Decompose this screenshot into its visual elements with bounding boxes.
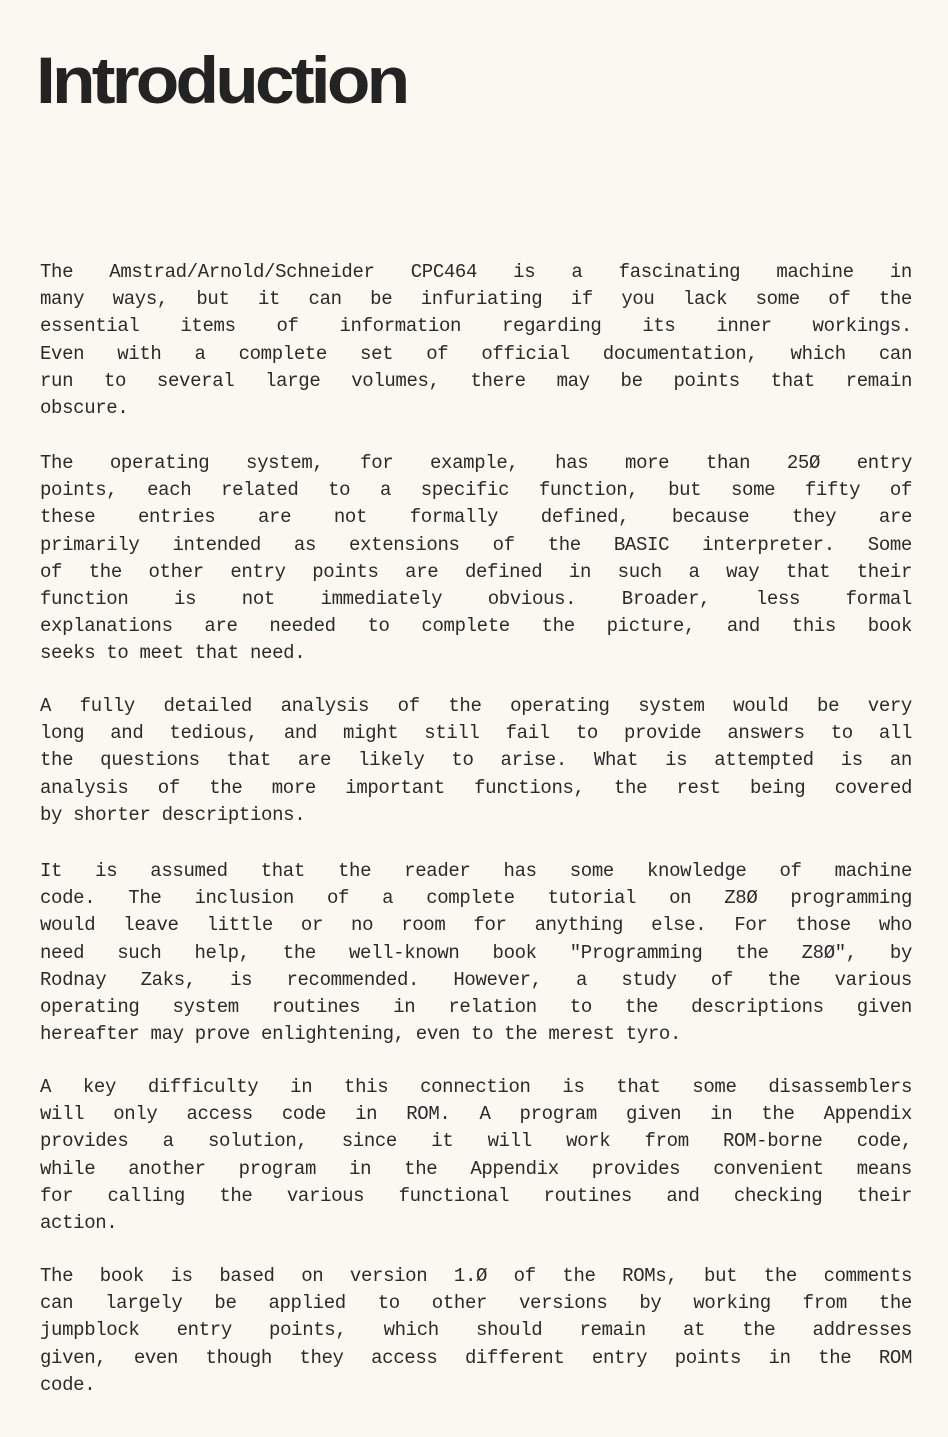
text-line: provides a solution, since it will work from ROM-borne code,: [40, 1130, 912, 1153]
text-line: run to several large volumes, there may be points that remain: [40, 369, 912, 392]
paragraph-1: [40, 259, 912, 422]
paragraph-6: [40, 1263, 912, 1399]
text-line: points, each related to a specific function, but some fifty of: [40, 479, 912, 502]
text-line: The book is based on version 1.Ø of the ROMs, but the comments: [40, 1265, 912, 1287]
text-line: these entries are not formally defined, because they are: [40, 506, 912, 529]
text-line: while another program in the Appendix provides convenient means: [40, 1157, 912, 1180]
text-line: hereafter may prove enlightening, even to the merest tyro.: [40, 1023, 682, 1046]
text-line: will only access code in ROM. A program given in the Appendix: [40, 1103, 912, 1126]
text-line: can largely be applied to other versions by working from the: [40, 1292, 912, 1315]
text-line: operating system routines in relation to the descriptions given: [40, 995, 912, 1018]
text-line: of the other entry points are defined in such a way that their: [40, 560, 912, 583]
text-line: explanations are needed to complete the picture, and this book: [40, 615, 912, 638]
text-line: code.: [40, 1373, 96, 1396]
text-line: code. The inclusion of a complete tutorial on Z8Ø programming: [40, 887, 912, 910]
text-line: action.: [40, 1211, 118, 1234]
text-line: A key difficulty in this connection is that some disassemblers: [40, 1076, 912, 1098]
paragraph-3: [40, 693, 912, 829]
text-line: The operating system, for example, has more than 25Ø entry: [40, 452, 912, 474]
text-line: need such help, the well-known book "Programming the Z8Ø", by: [40, 941, 912, 964]
text-line: given, even though they access different entry points in the ROM: [40, 1346, 912, 1369]
text-line: the questions that are likely to arise. What is attempted is an: [40, 749, 912, 772]
text-line: for calling the various functional routines and checking their: [40, 1184, 912, 1207]
text-line: analysis of the more important functions, the rest being covered: [40, 776, 912, 799]
paragraph-5: [40, 1074, 912, 1237]
text-line: obscure.: [40, 396, 129, 419]
text-line: long and tedious, and might still fail to provide answers to all: [40, 722, 912, 745]
paragraph-2: [40, 450, 912, 668]
page-title: Introduction: [36, 43, 407, 117]
text-line: would leave little or no room for anything else. For those who: [40, 914, 912, 937]
text-line: many ways, but it can be infuriating if you lack some of the: [40, 288, 912, 311]
text-line: Rodnay Zaks, is recommended. However, a study of the various: [40, 968, 912, 991]
paragraph-4: [40, 858, 912, 1048]
text-line: primarily intended as extensions of the BASIC interpreter. Some: [40, 533, 912, 556]
text-line: function is not immediately obvious. Broader, less formal: [40, 587, 912, 610]
text-line: Even with a complete set of official documentation, which can: [40, 342, 912, 365]
text-line: seeks to meet that need.: [40, 642, 306, 665]
text-line: jumpblock entry points, which should remain at the addresses: [40, 1319, 912, 1342]
text-line: by shorter descriptions.: [40, 803, 306, 826]
text-line: A fully detailed analysis of the operating system would be very: [40, 695, 912, 717]
text-line: It is assumed that the reader has some knowledge of machine: [40, 860, 912, 882]
text-line: essential items of information regarding its inner workings.: [40, 315, 912, 338]
text-line: The Amstrad/Arnold/Schneider CPC464 is a fascinating machine in: [40, 261, 912, 283]
